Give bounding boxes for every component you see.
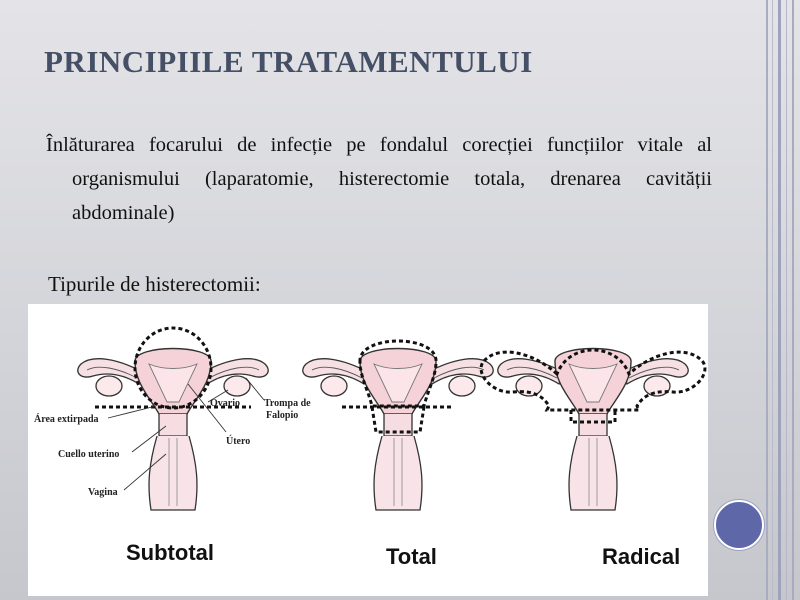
total-uterus-diagram xyxy=(303,341,493,510)
slide-decoration-circle xyxy=(714,500,764,550)
hysterectomy-diagram xyxy=(28,304,708,596)
caption-radical: Radical xyxy=(602,544,681,569)
label-vagina: Vagina xyxy=(88,487,118,498)
caption-total: Total xyxy=(386,544,437,569)
caption-subtotal: Subtotal xyxy=(126,540,214,565)
label-removed-area: Área extirpada xyxy=(34,414,99,425)
label-tube-line1: Trompa de xyxy=(264,398,311,409)
radical-uterus-diagram xyxy=(481,349,705,511)
label-tube-line2: Falopio xyxy=(266,410,299,421)
slide-edge-decoration xyxy=(764,0,800,600)
subtotal-uterus-diagram xyxy=(78,328,268,510)
hysterectomy-illustration xyxy=(28,304,708,596)
label-cervix: Cuello uterino xyxy=(58,449,120,460)
slide-title: PRINCIPIILE TRATAMENTULUI xyxy=(44,44,533,79)
hysterectomy-types-heading: Tipurile de histerectomii: xyxy=(48,272,261,296)
label-uterus: Útero xyxy=(226,436,251,447)
treatment-paragraph: Înlăturarea focarului de infecție pe fondalul corecției funcțiilor vitale al organismului (laparatomie, histerectomie totala, drenarea cavității abdominale) xyxy=(46,134,712,224)
label-ovary: Ovario xyxy=(210,398,240,409)
